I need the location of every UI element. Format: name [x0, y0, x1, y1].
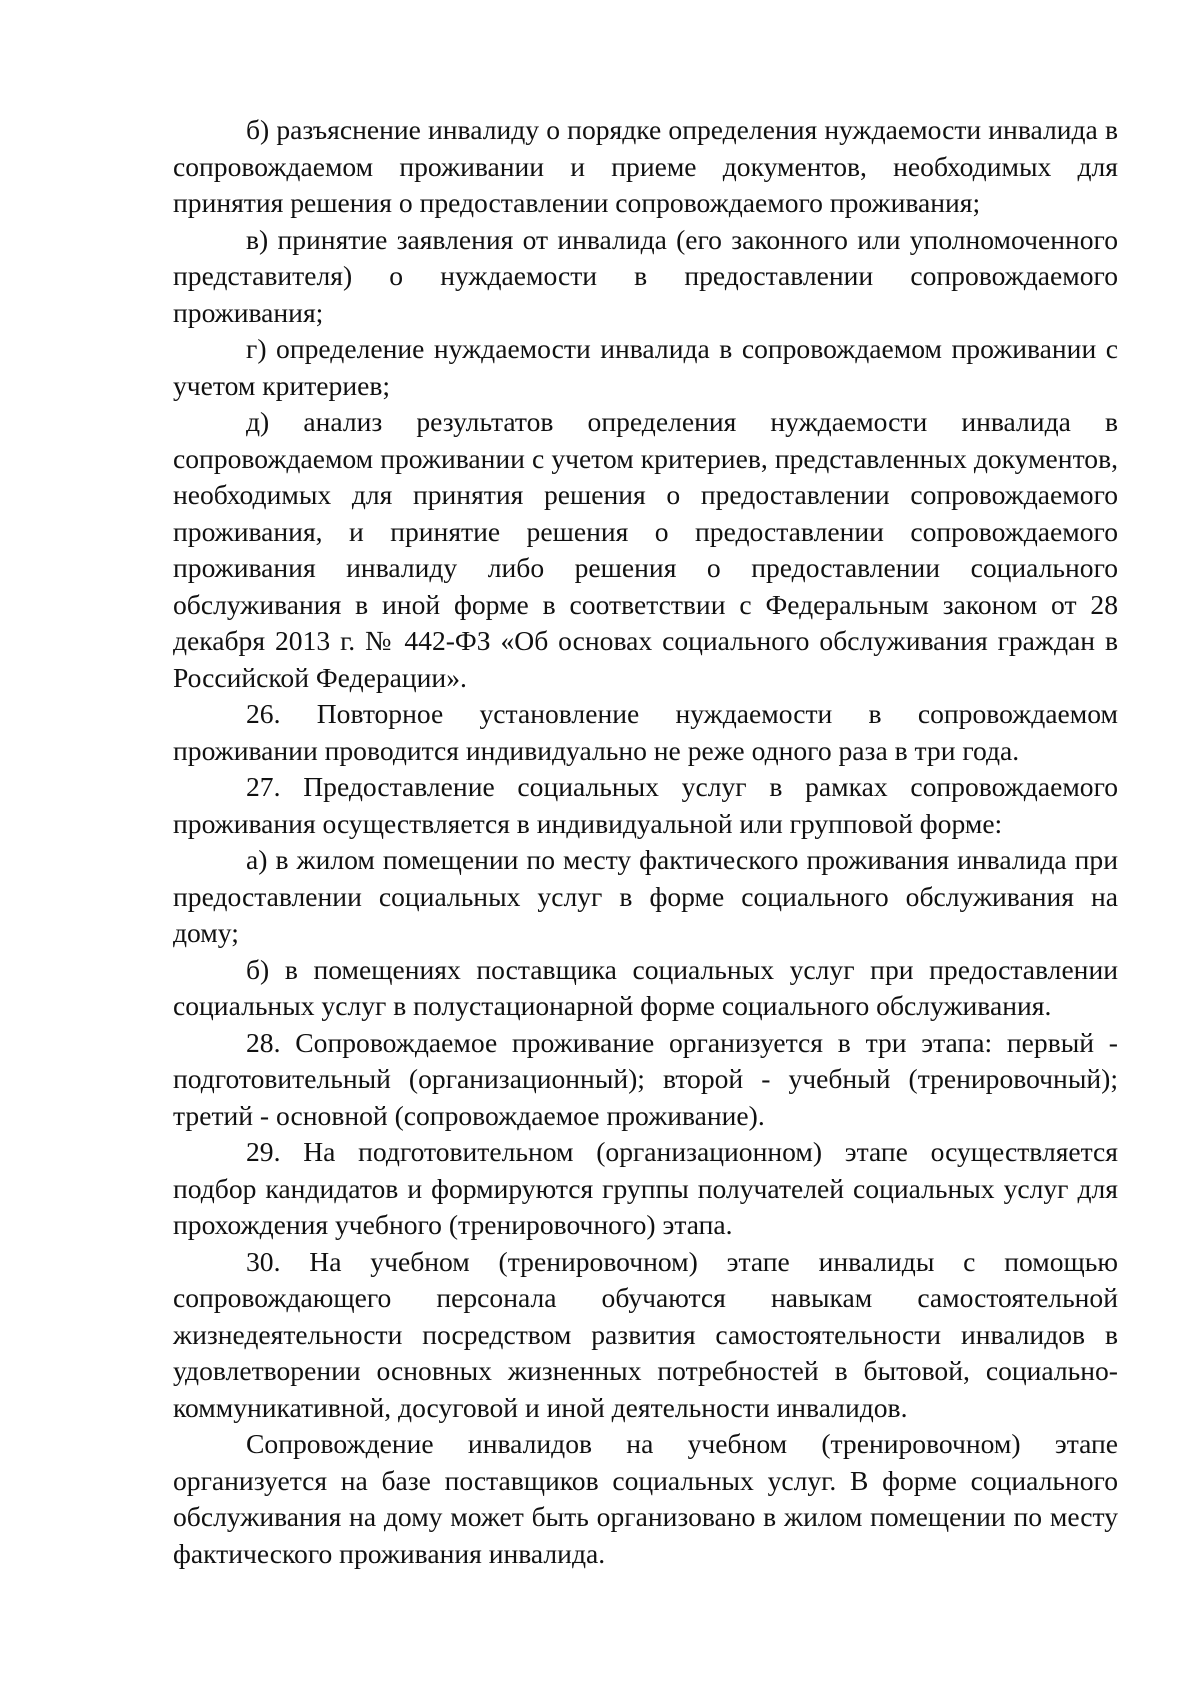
paragraph-item-b-explanation: б) разъяснение инвалиду о порядке определения нуждаемости инвалида в сопровождаемом проживании и приеме документов, необходимых для принятия решения о предоставлении сопровождаемого проживания; [173, 114, 1118, 218]
paragraph-clause-26: 26. Повторное установление нуждаемости в сопровождаемом проживании проводится индивидуально не реже одного раза в три года. [173, 698, 1118, 766]
paragraph-clause-30: 30. На учебном (тренировочном) этапе инвалиды с помощью сопровождающего персонала обучаются навыкам самостоятельной жизнедеятельности посредством развития самостоятельности инвалидов в удовлетворении основных жизненных потребностей в бытовой, социально-коммуникативной, досуговой и иной деятельности инвалидов. [173, 1245, 1118, 1423]
paragraph-item-g-determination: г) определение нуждаемости инвалида в сопровождаемом проживании с учетом критериев; [173, 333, 1118, 401]
paragraph-clause-28: 28. Сопровождаемое проживание организуется в три этапа: первый - подготовительный (организационный); второй - учебный (тренировочный); третий - основной (сопровождаемое проживание). [173, 1026, 1118, 1131]
paragraph-clause-27: 27. Предоставление социальных услуг в рамках сопровождаемого проживания осуществляется в индивидуальной или групповой форме: [173, 771, 1118, 839]
paragraph-item-d-analysis: д) анализ результатов определения нуждаемости инвалида в сопровождаемом проживании с учетом критериев, представленных документов, необходимых для принятия решения о предоставлении сопровождаемого проживания, и принятие решения о предоставлении сопровождаемого проживания инвалиду либо решения о предоставлении социального обслуживания в иной форме в соответствии с Федеральным законом от 28 декабря 2013 г. № 442-ФЗ «Об основах социального обслуживания граждан в Российской Федерации». [173, 406, 1118, 693]
paragraph-accompaniment: Сопровождение инвалидов на учебном (тренировочном) этапе организуется на базе поставщиков социальных услуг. В форме социального обслуживания на дому может быть организовано в жилом помещении по месту фактического проживания инвалида. [173, 1428, 1118, 1569]
paragraph-clause-29: 29. На подготовительном (организационном) этапе осуществляется подбор кандидатов и формируются группы получателей социальных услуг для прохождения учебного (тренировочного) этапа. [173, 1136, 1118, 1240]
paragraph-item-a-home: а) в жилом помещении по месту фактического проживания инвалида при предоставлении социальных услуг в форме социального обслуживания на дому; [173, 844, 1118, 948]
document-page [173, 112, 1118, 1572]
paragraph-item-b-premises: б) в помещениях поставщика социальных услуг при предоставлении социальных услуг в полустационарной форме социального обслуживания. [173, 953, 1118, 1021]
paragraph-item-v-application: в) принятие заявления от инвалида (его законного или уполномоченного представителя) о нуждаемости в предоставлении сопровождаемого проживания; [173, 223, 1118, 328]
